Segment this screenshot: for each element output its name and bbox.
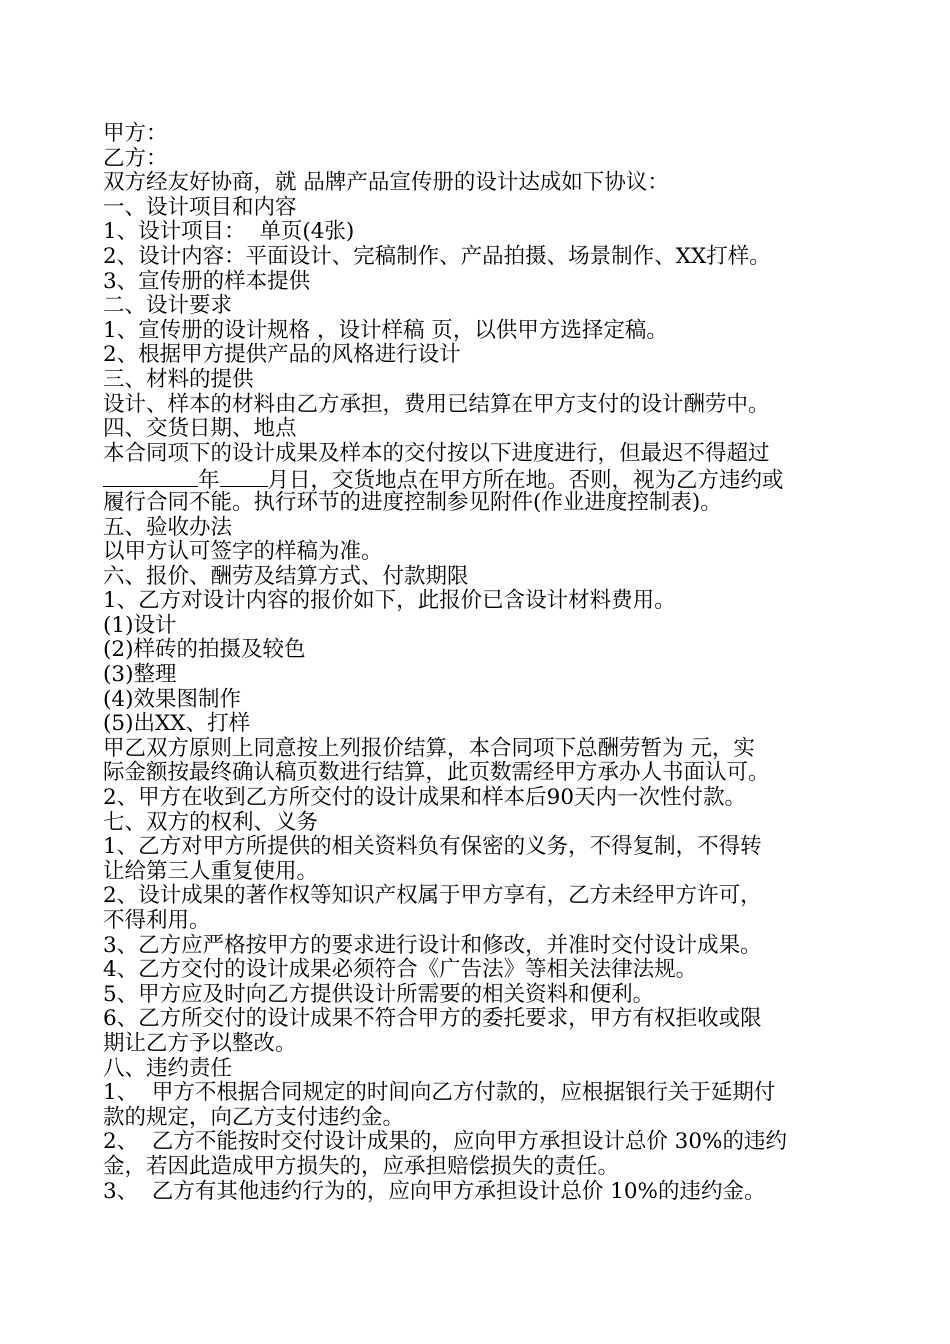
document-line: 乙方： — [103, 145, 168, 171]
document-line: 3、宣传册的样本提供 — [103, 268, 311, 294]
document-line: 四、交货日期、地点 — [103, 416, 297, 442]
document-line: 本合同项下的设计成果及样本的交付按以下进度进行，但最迟不得超过 — [103, 440, 770, 466]
month-day-text: 月日，交货地点在甲方所在地。否则，视为乙方违约或 — [267, 468, 784, 494]
year-blank — [103, 466, 198, 487]
document-line: 设计、样本的材料由乙方承担，费用已结算在甲方支付的设计酬劳中。 — [103, 391, 770, 417]
document-line: 3、乙方应严格按甲方的要求进行设计和修改，并准时交付设计成果。 — [103, 932, 762, 958]
document-line: 2、根据甲方提供产品的风格进行设计 — [103, 342, 461, 368]
document-line: (3)整理 — [103, 662, 177, 688]
document-line: 一、设计项目和内容 — [103, 194, 297, 220]
document-line: 金，若因此造成甲方损失的，应承担赔偿损失的责任。 — [103, 1153, 620, 1179]
document-line: 4、乙方交付的设计成果必须符合《广告法》等相关法律法规。 — [103, 957, 698, 983]
document-line: 2、甲方在收到乙方所交付的设计成果和样本后90天内一次性付款。 — [103, 785, 747, 811]
document-line: 5、甲方应及时向乙方提供设计所需要的相关资料和便利。 — [103, 981, 655, 1007]
document-line: 2、设计成果的著作权等知识产权属于甲方享有，乙方未经甲方许可， — [103, 883, 762, 909]
document-line: 双方经友好协商，就 品牌产品宣传册的设计达成如下协议： — [103, 170, 669, 196]
document-line: 际金额按最终确认稿页数进行结算，此页数需经甲方承办人书面认可。 — [103, 760, 770, 786]
document-line: (5)出XX、打样 — [103, 711, 251, 737]
document-line: 2、设计内容：平面设计、完稿制作、产品拍摄、场景制作、XX打样。 — [103, 243, 771, 269]
document-line: 甲方： — [103, 121, 168, 146]
document-line: 1、乙方对设计内容的报价如下，此报价已含设计材料费用。 — [103, 588, 676, 614]
document-line: (2)样砖的拍摄及较色 — [103, 637, 306, 663]
document-line: 3、 乙方有其他违约行为的，应向甲方承担设计总价 10%的违约金。 — [103, 1178, 766, 1204]
document-line: 甲乙双方原则上同意按上列报价结算，本合同项下总酬劳暂为 元，实 — [103, 735, 755, 761]
document-line: 款的规定，向乙方支付违约金。 — [103, 1104, 405, 1130]
document-line: 八、违约责任 — [103, 1055, 233, 1081]
document-line: 履行合同不能。执行环节的进度控制参见附件(作业进度控制表)。 — [103, 489, 722, 515]
year-label: 年 — [198, 468, 220, 494]
document-line: 1、乙方对甲方所提供的相关资料负有保密的义务，不得复制，不得转 — [103, 834, 762, 860]
document-line: 不得利用。 — [103, 908, 211, 933]
document-line: 六、报价、酬劳及结算方式、付款期限 — [103, 563, 469, 589]
document-line: 1、设计项目： 单页(4张) — [103, 219, 355, 245]
document-line: 2、 乙方不能按时交付设计成果的，应向甲方承担设计总价 30%的违约 — [103, 1129, 787, 1155]
document-line: 二、设计要求 — [103, 293, 233, 319]
document-line: 以甲方认可签字的样稿为准。 — [103, 539, 383, 565]
document-line: 期让乙方予以整改。 — [103, 1030, 297, 1056]
document-line: 1、宣传册的设计规格 ，设计样稿 页，以供甲方选择定稿。 — [103, 317, 668, 343]
document-line: (4)效果图制作 — [103, 686, 241, 712]
document-line: 1、 甲方不根据合同规定的时间向乙方付款的，应根据银行关于延期付 — [103, 1080, 776, 1106]
document-line: 让给第三人重复使用。 — [103, 858, 319, 884]
document-line: 五、验收办法 — [103, 514, 233, 540]
document-line: 6、乙方所交付的设计成果不符合甲方的委托要求，甲方有权拒收或限 — [103, 1006, 762, 1032]
contract-document — [103, 122, 863, 1204]
document-line: (1)设计 — [103, 612, 177, 638]
delivery-date-line — [103, 466, 863, 494]
document-line: 七、双方的权利、义务 — [103, 809, 319, 835]
document-line: 三、材料的提供 — [103, 366, 254, 392]
month-blank — [220, 466, 268, 487]
